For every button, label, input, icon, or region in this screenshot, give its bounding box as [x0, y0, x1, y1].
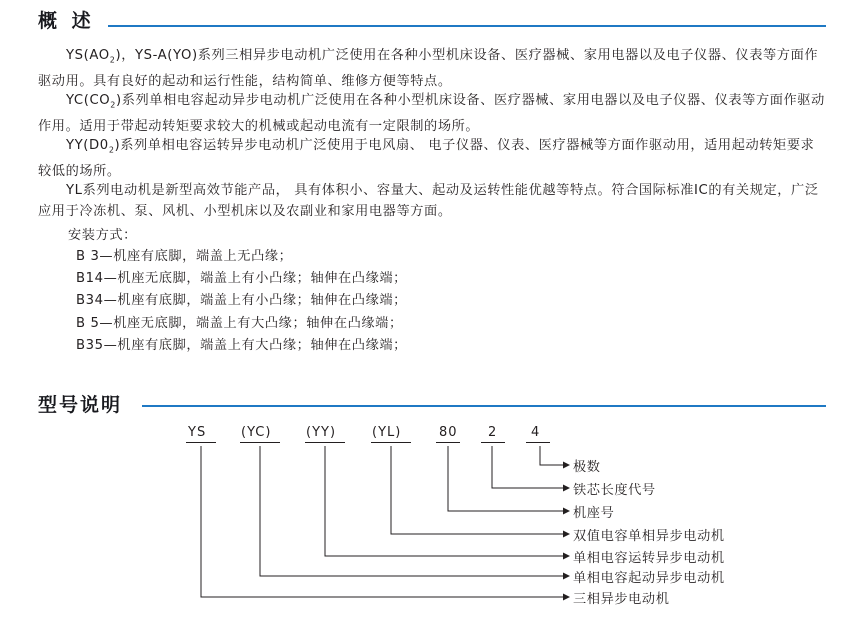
mounting-b35: B35—机座有底脚，端盖上有大凸缘；轴伸在凸缘端；	[76, 338, 407, 353]
label-yl: 双值电容单相异步电动机	[573, 529, 725, 544]
paragraph-yy: $YY(D0_2)$系列单相电容运转异步电动机广泛使用于电风扇、 电子仪器、仪表、医疗器械等方面作驱动用，适用起动转矩要求较低的场所。	[38, 138, 815, 179]
model-title: 型号说明	[38, 394, 123, 416]
connector-frame	[448, 446, 563, 511]
code-yy: (YY)	[306, 425, 337, 440]
connector-yy	[325, 446, 563, 556]
connector-yl	[391, 446, 563, 534]
mounting-label: 安装方式：	[68, 228, 137, 243]
label-frame: 机座号	[573, 506, 615, 521]
paragraph-yc: $YC(CO_2)$系列单相电容起动异步电动机广泛使用在各种小型机床设备、医疗器械、家用电器以及电子仪器、仪表等方面作驱动作用。适用于带起动转矩要求较大的机械或起动电流有一定限制的场所。	[38, 93, 825, 134]
arrow-icon	[563, 508, 570, 515]
connector-core	[492, 446, 563, 488]
label-ys: 三相异步电动机	[573, 592, 670, 607]
arrow-icon	[563, 462, 570, 469]
arrow-icon	[563, 573, 570, 580]
label-poles: 极数	[573, 460, 601, 475]
connector-ys	[201, 446, 563, 597]
arrow-icon	[563, 594, 570, 601]
arrow-icon	[563, 485, 570, 492]
arrow-icon	[563, 531, 570, 538]
code-yc: (YC)	[241, 425, 272, 440]
mounting-b5: B 5—机座无底脚，端盖上有大凸缘；轴伸在凸缘端；	[76, 316, 403, 331]
label-yy: 单相电容运转异步电动机	[573, 551, 725, 566]
code-frame: 80	[439, 425, 458, 440]
code-poles: 4	[531, 425, 541, 440]
code-core: 2	[488, 425, 498, 440]
label-core-length: 铁芯长度代号	[573, 483, 656, 498]
paragraph-yl: YL系列电动机是新型高效节能产品， 具有体积小、容量大、起动及运转性能优越等特点。符合国际标准IC的有关规定，广泛应用于冷冻机、泵、风机、小型机床以及农副业和家用电器等方面。	[38, 183, 819, 219]
paragraph-ys: $YS(AO_2)$，YS-A(YO)系列三相异步电动机广泛使用在各种小型机床设备、医疗器械、家用电器以及电子仪器、仪表等方面作驱动用。具有良好的起动和运行性能，结构简单、维修方便等特点。	[38, 48, 819, 89]
arrow-icon	[563, 553, 570, 560]
code-ys: YS	[188, 425, 207, 440]
label-yc: 单相电容起动异步电动机	[573, 571, 725, 586]
mounting-b34: B34—机座有底脚，端盖上有小凸缘；轴伸在凸缘端；	[76, 293, 407, 308]
overview-title: 概 述	[38, 10, 95, 32]
mounting-b14: B14—机座无底脚，端盖上有小凸缘；轴伸在凸缘端；	[76, 271, 407, 286]
connector-poles	[540, 446, 563, 465]
code-yl: (YL)	[372, 425, 402, 440]
mounting-b3: B 3—机座有底脚，端盖上无凸缘；	[76, 249, 293, 264]
